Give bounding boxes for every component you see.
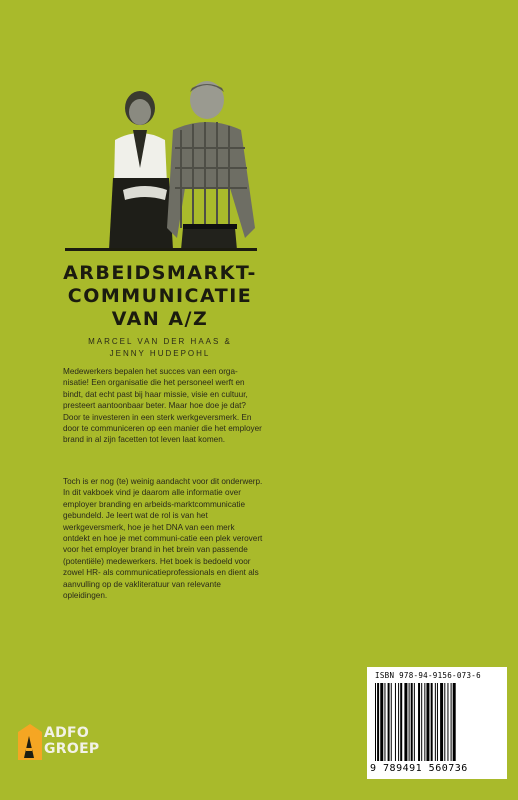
isbn-label: ISBN 978-94-9156-073-6: [375, 671, 481, 680]
barcode-bar: [440, 683, 443, 761]
barcode-bar: [409, 683, 410, 761]
barcode-bar: [444, 683, 445, 761]
barcode-bar: [388, 683, 390, 761]
isbn-barcode: [367, 667, 507, 779]
barcode-bar: [404, 683, 407, 761]
barcode-bar: [437, 683, 438, 761]
barcode-bar: [414, 683, 415, 761]
title-line: ARBEIDSMARKT-: [63, 262, 257, 284]
barcode-bar: [377, 683, 379, 761]
barcode-bar: [384, 683, 385, 761]
title-divider: [65, 248, 257, 251]
barcode-bar: [431, 683, 433, 761]
barcode-bar: [453, 683, 456, 761]
author-line: JENNY HUDEPOHL: [109, 349, 211, 358]
barcode-bar: [375, 683, 376, 761]
barcode-bar: [411, 683, 413, 761]
publisher-line: GROEP: [44, 741, 100, 757]
book-authors: [60, 336, 260, 360]
barcode-bar: [395, 683, 396, 761]
barcode-digits: 9 789491 560736: [370, 763, 468, 774]
barcode-bar: [418, 683, 420, 761]
barcode-bar: [400, 683, 402, 761]
barcode-bar: [424, 683, 425, 761]
barcode-bar: [426, 683, 429, 761]
barcode-bar: [451, 683, 452, 761]
adfo-logo-icon: [12, 724, 42, 760]
barcode-bar: [380, 683, 383, 761]
publisher-name: [44, 725, 100, 757]
barcode-bar: [421, 683, 422, 761]
barcode-bar: [435, 683, 436, 761]
barcode-bars: [375, 683, 499, 761]
title-line: COMMUNICATIE: [67, 285, 253, 307]
publisher-line: ADFO: [44, 725, 90, 741]
book-title: [60, 262, 260, 331]
blurb-paragraph: Toch is er nog (te) weinig aandacht voor dit onderwerp. In dit vakboek vind je daarom alle informatie over employer branding en arbeids-marktcommunicatie gebundeld. Je leert wat de rol is van het werkgeversmerk, hoe je het DNA van een merk ontdekt en hoe je met communi-catie een plek verovert voor het employer brand in het brein van passende (potentiële) medewerkers. Het boek is bedoeld voor zowel HR- als communicatieprofessionals en dient als aanvulling op de vakliteratuur van relevante opleidingen.: [63, 477, 263, 601]
blurb-paragraph: Medewerkers bepalen het succes van een orga-nisatie! Een organisatie die het personeel werft en bindt, dat echt past bij haar missie, visie en cultuur, presteert aantoonbaar beter. Maar hoe doe je dat? Door te investeren in een sterk werkgeversmerk. En door te communiceren op een manier die het employer brand in al zijn facetten tot leven laat komen.: [63, 367, 262, 445]
author-photo: [95, 78, 265, 250]
title-line: VAN A/Z: [111, 308, 209, 330]
barcode-bar: [398, 683, 399, 761]
barcode-bar: [391, 683, 392, 761]
publisher-logo: [12, 722, 122, 762]
author-line: MARCEL VAN DER HAAS &: [88, 337, 232, 346]
barcode-bar: [447, 683, 448, 761]
